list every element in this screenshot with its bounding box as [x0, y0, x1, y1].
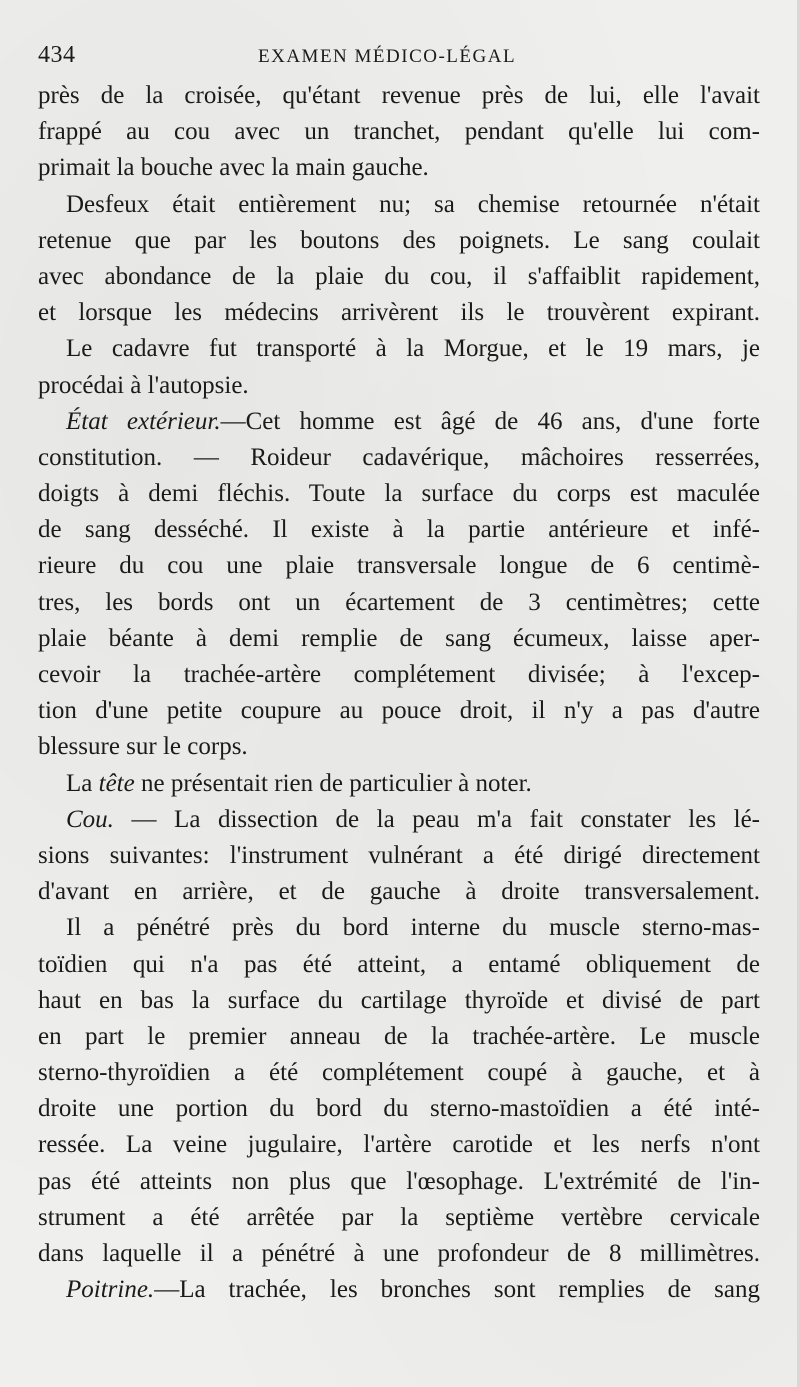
text-line-8: Le cadavre fut transporté à la Morgue, et le 19 mars, je	[66, 335, 760, 363]
text-line-28: sterno-thyroïdien a été complétement coupé à gauche, et à	[38, 1059, 760, 1087]
text-line-16: plaie béante à demi remplie de sang écumeux, laisse aper-	[38, 624, 760, 652]
section-heading-etat-exterieur: État extérieur.	[66, 407, 221, 435]
text-line-30: ressée. La veine jugulaire, l'artère carotide et les nerfs n'ont	[38, 1131, 760, 1159]
text-line-6: avec abondance de la plaie du cou, il s'affaiblit rapidement,	[38, 262, 760, 290]
text-line-7: et lorsque les médecins arrivèrent ils le trouvèrent expirant.	[38, 299, 760, 327]
text-line-13: de sang desséché. Il existe à la partie antérieure et infé-	[38, 516, 760, 544]
text-line-25: toïdien qui n'a pas été atteint, a entamé obliquement de	[38, 950, 760, 978]
running-head	[38, 42, 758, 74]
text-line-12: doigts à demi fléchis. Toute la surface du corps est maculée	[38, 480, 760, 508]
text-line-10: État extérieur.—Cet homme est âgé de 46 ans, d'une forte	[66, 407, 760, 435]
text-line-26: haut en bas la surface du cartilage thyroïde et divisé de part	[38, 986, 760, 1014]
text-line-27: en part le premier anneau de la trachée-artère. Le muscle	[38, 1022, 760, 1050]
text-line-19: blessure sur le corps.	[38, 733, 248, 761]
text-line-4: Desfeux était entièrement nu; sa chemise retournée n'était	[66, 190, 760, 218]
body-text	[38, 78, 760, 1308]
text-line-11: constitution. — Roideur cadavérique, mâchoires resserrées,	[38, 443, 760, 471]
text-line-24: Il a pénétré près du bord interne du muscle sterno-mas-	[66, 914, 760, 942]
text-line-17: cevoir la trachée-artère complétement divisée; à l'excep-	[38, 661, 760, 688]
text-line-2: frappé au cou avec un tranchet, pendant qu'elle lui com-	[38, 118, 760, 146]
text-line-22: sions suivantes: l'instrument vulnérant a été dirigé directement	[38, 841, 760, 869]
text-line-14: rieure du cou une plaie transversale longue de 6 centimè-	[38, 552, 760, 580]
running-title: EXAMEN MÉDICO-LÉGAL	[258, 46, 517, 67]
text-line-34: Poitrine.—La trachée, les bronches sont remplies de sang	[66, 1276, 760, 1304]
section-heading-poitrine: Poitrine.	[66, 1276, 155, 1304]
text-line-9: procédai à l'autopsie.	[38, 371, 249, 399]
text-line-5: retenue que par les boutons des poignets. Le sang coulait	[38, 226, 760, 254]
text-line-21: Cou. — La dissection de la peau m'a fait constater les lé-	[66, 805, 760, 833]
text-line-31: pas été atteints non plus que l'œsophage. L'extrémité de l'in-	[38, 1167, 760, 1195]
text-line-23: d'avant en arrière, et de gauche à droite transversalement.	[38, 878, 760, 906]
text-line-1: près de la croisée, qu'étant revenue près de lui, elle l'avait	[38, 82, 760, 109]
page-number: 434	[38, 42, 76, 68]
text-line-18: tion d'une petite coupure au pouce droit, il n'y a pas d'autre	[38, 697, 760, 725]
text-line-20: La tête ne présentait rien de particulier à noter.	[66, 769, 532, 797]
section-heading-tete: tête	[98, 769, 135, 797]
section-heading-cou: Cou.	[66, 805, 114, 833]
text-line-15: tres, les bords ont un écartement de 3 centimètres; cette	[38, 588, 760, 616]
text-line-29: droite une portion du bord du sterno-mastoïdien a été inté-	[38, 1095, 760, 1123]
text-line-33: dans laquelle il a pénétré à une profondeur de 8 millimètres.	[38, 1240, 760, 1267]
text-line-3: primait la bouche avec la main gauche.	[38, 154, 429, 182]
text-line-32: strument a été arrêtée par la septième vertèbre cervicale	[38, 1203, 760, 1231]
